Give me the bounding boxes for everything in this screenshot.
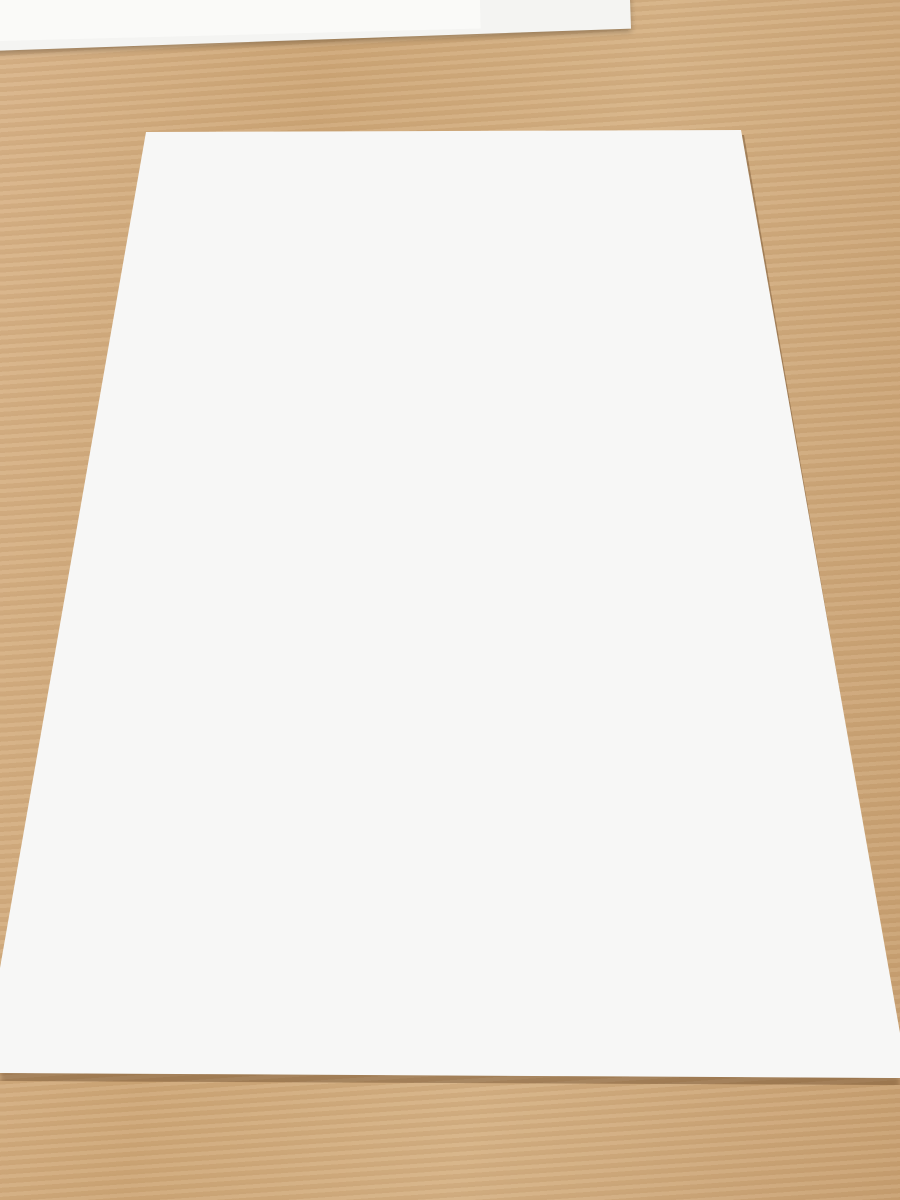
dnf-line xyxy=(116,521,123,535)
